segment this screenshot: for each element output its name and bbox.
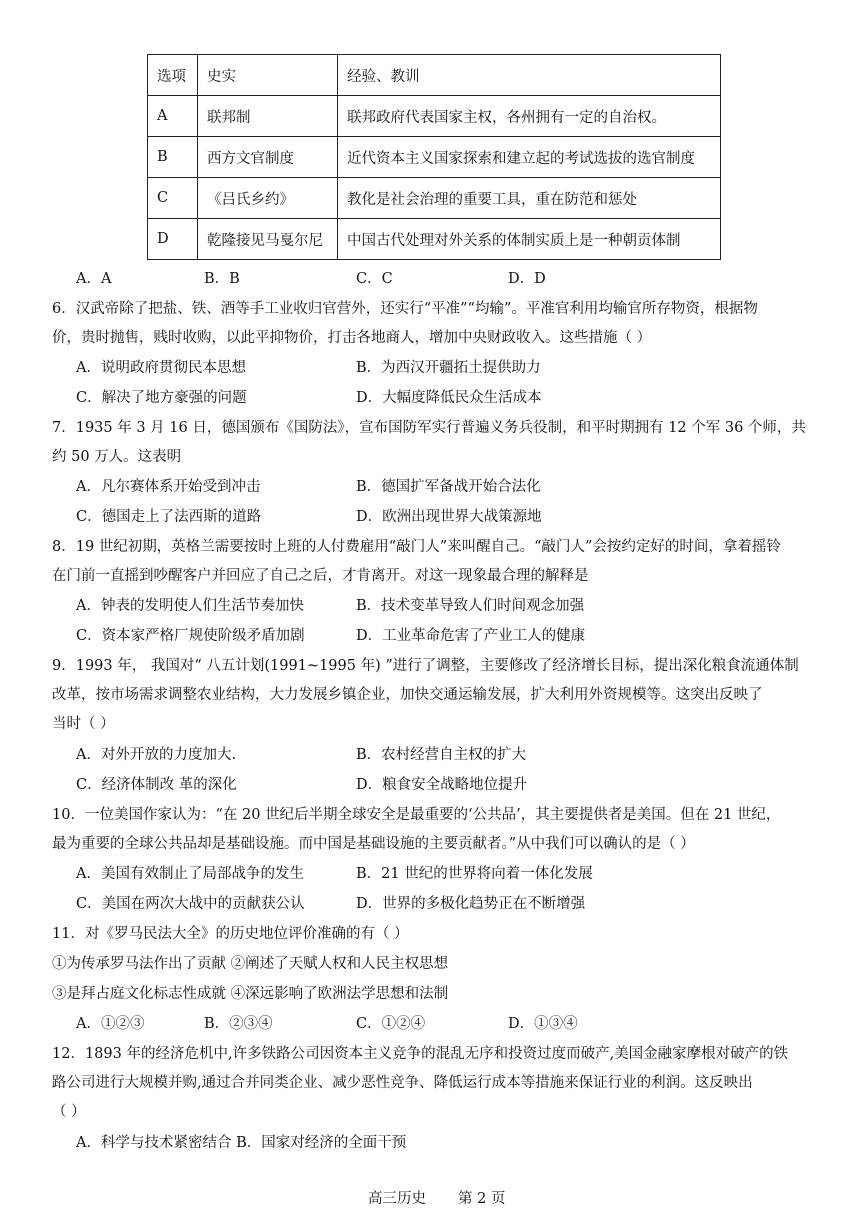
- table-cell: A: [148, 96, 198, 137]
- q12-stem-line: （ ）: [52, 1104, 86, 1120]
- q10-option-c: C．美国在两次大战中的贡献获公认: [76, 896, 305, 912]
- table-header-cell: 选项: [148, 55, 198, 96]
- q9-stem-line: 9．1993 年， 我国对“ 八五计划(1991~1995 年) ”进行了调整，主要修改了经济增长目标，提出深化粮食流通体制: [52, 658, 799, 674]
- table-cell: 乾隆接见马戛尔尼: [198, 219, 338, 260]
- q11-option-a: A．①②③: [76, 1016, 145, 1032]
- q11-option-d: D．①③④: [508, 1016, 578, 1032]
- q11-statement-line: ①为传承罗马法作出了贡献 ②阐述了天赋人权和人民主权思想: [52, 956, 449, 972]
- q5-option-b: B．B: [204, 271, 240, 287]
- q10-option-d: D．世界的多极化趋势正在不断增强: [356, 896, 586, 912]
- table-row: [148, 96, 721, 137]
- q11-option-c: C．①②④: [356, 1016, 426, 1032]
- facts-table: [147, 54, 721, 260]
- q8-option-d: D．工业革命危害了产业工人的健康: [356, 628, 586, 644]
- q11-statement-line: ③是拜占庭文化标志性成就 ④深远影响了欧洲法学思想和法制: [52, 986, 449, 1002]
- q7-stem-line: 7．1935 年 3 月 16 日，德国颁布《国防法》，宣布国防军实行普遍义务兵役制，和平时期拥有 12 个军 36 个师，共: [52, 420, 806, 436]
- q9-option-b: B．农村经营自主权的扩大: [356, 747, 527, 763]
- q7-option-d: D．欧洲出现世界大战策源地: [356, 509, 542, 525]
- table-cell: 联邦制: [198, 96, 338, 137]
- table-row: [148, 219, 721, 260]
- q6-option-b: B．为西汉开疆拓土提供助力: [356, 360, 541, 376]
- q7-option-c: C．德国走上了法西斯的道路: [76, 509, 262, 525]
- q12-stem-line: 路公司进行大规模并购,通过合并同类企业、减少恶性竞争、降低运行成本等措施来保证行业的利润。这反映出: [52, 1075, 753, 1091]
- table-row: [148, 178, 721, 219]
- q8-stem-line: 8．19 世纪初期，英格兰需要按时上班的人付费雇用“敲门人”来叫醒自己。“敲门人”会按约定好的时间，拿着摇铃: [52, 539, 781, 555]
- table-cell: 联邦政府代表国家主权，各州拥有一定的自治权。: [338, 96, 721, 137]
- q11-stem-line: 11．对《罗马民法大全》的历史地位评价准确的有（ ）: [52, 926, 409, 942]
- table-header-cell: 史实: [198, 55, 338, 96]
- table-row: [148, 137, 721, 178]
- q8-option-b: B．技术变革导致人们时间观念加强: [356, 598, 585, 614]
- q8-option-a: A．钟表的发明使人们生活节奏加快: [76, 598, 304, 614]
- q9-stem-line: 改革，按市场需求调整农业结构，大力发展乡镇企业，加快交通运输发展，扩大利用外资规模等。这突出反映了: [52, 687, 763, 703]
- q9-option-d: D．粮食安全战略地位提升: [356, 777, 528, 793]
- q10-option-a: A．美国有效制止了局部战争的发生: [76, 866, 304, 882]
- q10-option-b: B．21 世纪的世界将向着一体化发展: [356, 866, 593, 882]
- q10-stem-line: 10．一位美国作家认为：“在 20 世纪后半期全球安全是最重要的‘公共品’，其主要提供者是美国。但在 21 世纪，: [52, 807, 781, 823]
- footer-subject: 高三历史: [368, 1191, 426, 1207]
- q9-option-c: C．经济体制改 革的深化: [76, 777, 237, 793]
- q8-stem-line: 在门前一直摇到吵醒客户并回应了自己之后，才肯离开。对这一现象最合理的解释是: [52, 568, 589, 584]
- table-cell: 《吕氏乡约》: [198, 178, 338, 219]
- q6-option-c: C．解决了地方豪强的问题: [76, 390, 247, 406]
- table-cell: D: [148, 219, 198, 260]
- q11-option-b: B．②③④: [204, 1016, 273, 1032]
- q5-option-c: C．C: [356, 271, 393, 287]
- q6-option-d: D．大幅度降低民众生活成本: [356, 390, 542, 406]
- q7-option-a: A．凡尔赛体系开始受到冲击: [76, 479, 261, 495]
- table-cell: C: [148, 178, 198, 219]
- q7-stem-line: 约 50 万人。这表明: [52, 449, 182, 465]
- q6-stem-line: 6．汉武帝除了把盐、铁、酒等手工业收归官营外，还实行“平准”“均输”。平准官利用均输官所存物资，根据物: [52, 301, 758, 317]
- q6-stem-line: 价，贵时抛售，贱时收购，以此平抑物价，打击各地商人，增加中央财政收入。这些措施（ ）: [52, 330, 652, 346]
- table-cell: 中国古代处理对外关系的体制实质上是一种朝贡体制: [338, 219, 721, 260]
- table-cell: 教化是社会治理的重要工具，重在防范和惩处: [338, 178, 721, 219]
- table-header-cell: 经验、教训: [338, 55, 721, 96]
- table-cell: 近代资本主义国家探索和建立起的考试选拔的选官制度: [338, 137, 721, 178]
- q5-option-d: D．D: [508, 271, 546, 287]
- q6-option-a: A．说明政府贯彻民本思想: [76, 360, 246, 376]
- q5-option-a: A．A: [76, 271, 112, 287]
- q9-option-a: A．对外开放的力度加大.: [76, 747, 237, 763]
- q12-stem-line: 12．1893 年的经济危机中,许多铁路公司因资本主义竞争的混乱无序和投资过度而破产,美国金融家摩根对破产的铁: [52, 1046, 789, 1062]
- table-cell: B: [148, 137, 198, 178]
- table-header-row: [148, 55, 721, 96]
- q8-option-c: C．资本家严格厂规使阶级矛盾加剧: [76, 628, 305, 644]
- table-cell: 西方文官制度: [198, 137, 338, 178]
- q10-stem-line: 最为重要的全球公共品却是基础设施。而中国是基础设施的主要贡献者。”从中我们可以确认的是（ ）: [52, 836, 695, 852]
- footer-page-number: 第 2 页: [458, 1191, 506, 1207]
- q9-stem-line: 当时（ ）: [52, 716, 115, 732]
- q12-option-ab: A．科学与技术紧密结合 B．国家对经济的全面干预: [76, 1135, 407, 1151]
- q7-option-b: B．德国扩军备战开始合法化: [356, 479, 541, 495]
